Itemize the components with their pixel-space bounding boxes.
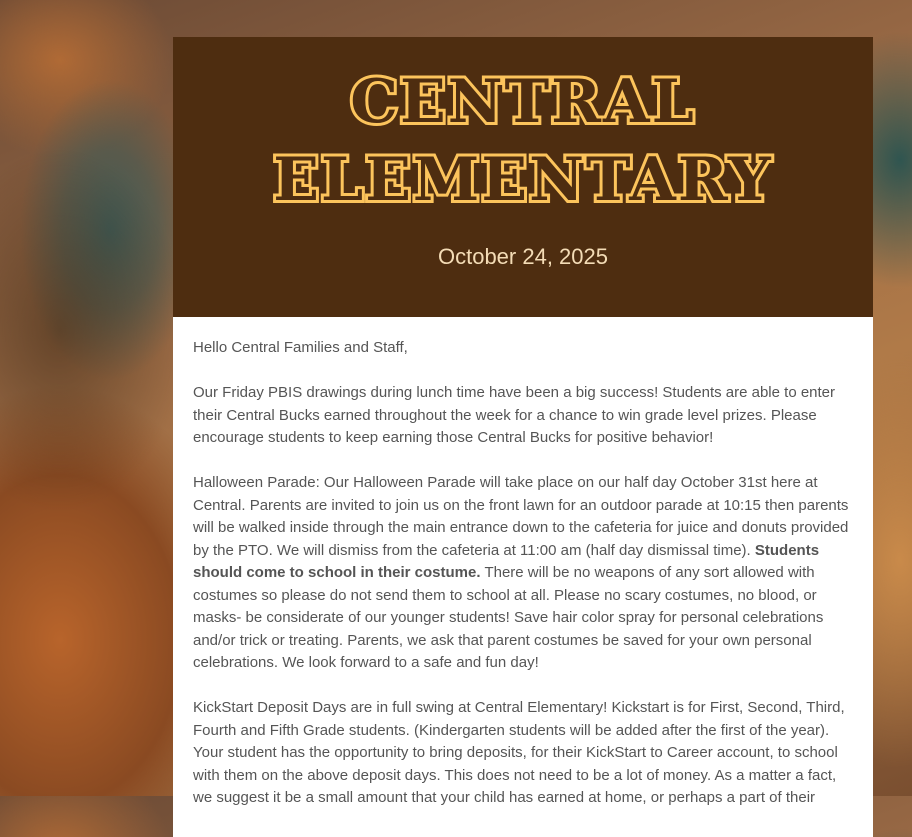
parade-text-1: Halloween Parade: Our Halloween Parade will take place on our half day October 31st here at Central. Parents are invited to join us on the front lawn for an outdoor parade at 10:15 then parents will be walked inside through the main entrance down to the cafeteria for juice and donuts provided by the PTO. We will dismiss from the cafeteria at 11:00 am (half day dismissal time). xyxy=(193,474,849,559)
newsletter-body xyxy=(173,317,873,810)
newsletter-header xyxy=(173,37,873,317)
title-line-2: ELEMENTARY xyxy=(273,145,773,215)
school-title xyxy=(173,63,873,219)
newsletter-card xyxy=(173,37,873,837)
parade-text-2: There will be no weapons of any sort allowed with costumes so please do not send them to school at all. Please no scary costumes, no blood, or masks- be considerate of our younger students! Save hair color spray for personal celebrations and/or trick or treating. Parents, we ask that parent costumes be saved for your own personal celebrations. We look forward to a safe and fun day! xyxy=(193,564,824,671)
halloween-parade-paragraph xyxy=(193,472,853,675)
greeting: Hello Central Families and Staff, xyxy=(193,339,408,356)
pbis-paragraph: Our Friday PBIS drawings during lunch time have been a big success! Students are able to enter their Central Bucks earned throughout the week for a chance to win grade level prizes. Please encourage students to keep earning those Central Bucks for positive behavior! xyxy=(193,384,836,446)
parade-costume-note: Students should come to school in their costume. xyxy=(193,541,820,581)
title-line-1: CENTRAL xyxy=(350,67,696,137)
kickstart-paragraph: KickStart Deposit Days are in full swing at Central Elementary! Kickstart is for First, Second, Third, Fourth and Fifth Grade students. (Kindergarten students will be added after the first of the year). Your student has the opportunity to bring deposits, for their KickStart to Career account, to school with them on the above deposit days. This does not need to be a lot of money. As a matter a fact, we suggest it be a small amount that your child has earned at home, or perhaps a part of their xyxy=(193,699,845,806)
newsletter-date: October 24, 2025 xyxy=(437,244,608,269)
